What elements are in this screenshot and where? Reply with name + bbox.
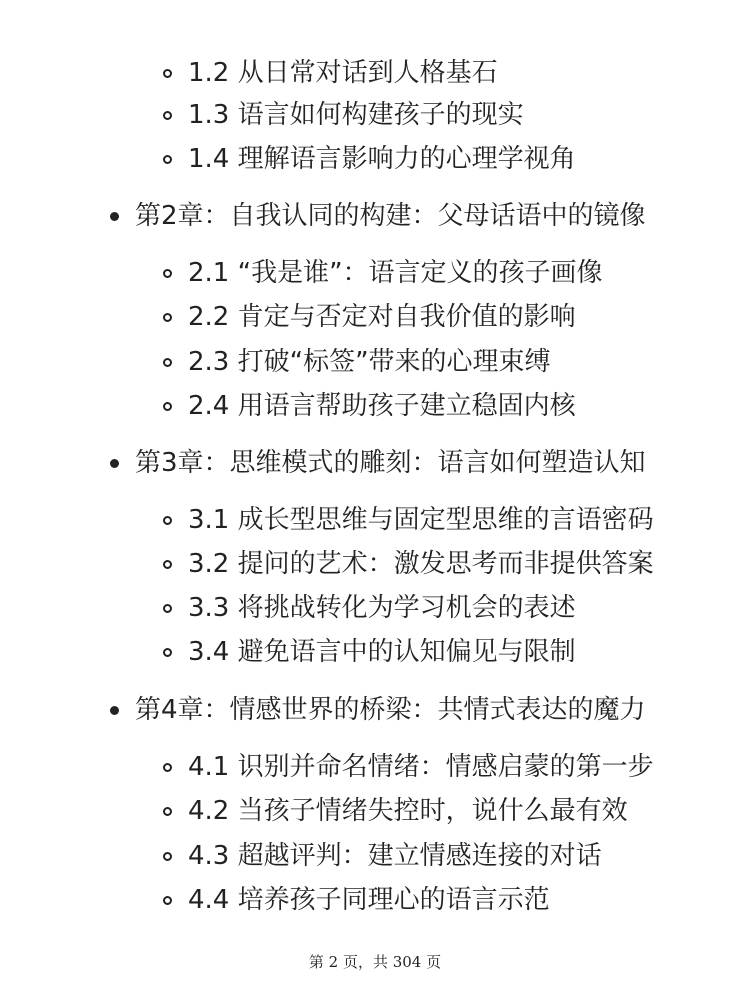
toc-chapter-4[interactable]: [110, 693, 646, 727]
toc-item-label: 2.4 用语言帮助孩子建立稳固内核: [188, 391, 576, 421]
toc-item-3-3[interactable]: [163, 591, 576, 625]
hollow-bullet-icon: [163, 763, 172, 772]
toc-item-3-4[interactable]: [163, 635, 576, 669]
toc-item-label: 4.2 当孩子情绪失控时，说什么最有效: [188, 796, 628, 826]
toc-chapter-title: 第4章：情感世界的桥梁：共情式表达的魔力: [135, 695, 646, 725]
hollow-bullet-icon: [163, 69, 172, 78]
toc-item-label: 3.1 成长型思维与固定型思维的言语密码: [188, 505, 654, 535]
hollow-bullet-icon: [163, 560, 172, 569]
toc-item-2-1[interactable]: [163, 256, 603, 290]
hollow-bullet-icon: [163, 516, 172, 525]
toc-item-label: 4.3 超越评判：建立情感连接的对话: [188, 841, 602, 871]
toc-item-2-3[interactable]: [163, 345, 551, 379]
toc-item-4-3[interactable]: [163, 839, 602, 873]
toc-item-1-4[interactable]: [163, 142, 576, 176]
toc-item-1-3[interactable]: [163, 98, 524, 132]
toc-item-label: 4.1 识别并命名情绪：情感启蒙的第一步: [188, 752, 654, 782]
toc-item-3-1[interactable]: [163, 503, 654, 537]
hollow-bullet-icon: [163, 402, 172, 411]
hollow-bullet-icon: [163, 358, 172, 367]
hollow-bullet-icon: [163, 896, 172, 905]
toc-item-label: 2.3 打破“标签”带来的心理束缚: [188, 347, 551, 377]
toc-item-3-2[interactable]: [163, 547, 654, 581]
toc-chapter-3[interactable]: [110, 446, 646, 480]
toc-item-label: 1.2 从日常对话到人格基石: [188, 58, 498, 88]
toc-item-label: 1.4 理解语言影响力的心理学视角: [188, 144, 576, 174]
toc-item-label: 1.3 语言如何构建孩子的现实: [188, 100, 524, 130]
toc-chapter-title: 第3章：思维模式的雕刻：语言如何塑造认知: [135, 448, 646, 478]
hollow-bullet-icon: [163, 852, 172, 861]
toc-chapter-title: 第2章：自我认同的构建：父母话语中的镜像: [135, 201, 646, 231]
hollow-bullet-icon: [163, 155, 172, 164]
page-number-footer: 第 2 页，共 304 页: [308, 953, 442, 971]
hollow-bullet-icon: [163, 807, 172, 816]
toc-item-label: 4.4 培养孩子同理心的语言示范: [188, 885, 550, 915]
toc-item-label: 3.3 将挑战转化为学习机会的表述: [188, 593, 576, 623]
toc-item-2-4[interactable]: [163, 389, 576, 423]
toc-item-1-2[interactable]: [163, 56, 498, 90]
hollow-bullet-icon: [163, 111, 172, 120]
solid-bullet-icon: [110, 459, 119, 468]
hollow-bullet-icon: [163, 604, 172, 613]
toc-item-label: 3.2 提问的艺术：激发思考而非提供答案: [188, 549, 654, 579]
hollow-bullet-icon: [163, 269, 172, 278]
toc-item-label: 2.2 肯定与否定对自我价值的影响: [188, 302, 576, 332]
toc-item-4-4[interactable]: [163, 883, 550, 917]
solid-bullet-icon: [110, 706, 119, 715]
toc-item-label: 3.4 避免语言中的认知偏见与限制: [188, 637, 576, 667]
hollow-bullet-icon: [163, 648, 172, 657]
hollow-bullet-icon: [163, 313, 172, 322]
toc-chapter-2[interactable]: [110, 199, 646, 233]
toc-item-2-2[interactable]: [163, 300, 576, 334]
toc-item-4-2[interactable]: [163, 794, 628, 828]
toc-item-4-1[interactable]: [163, 750, 654, 784]
toc-item-label: 2.1 “我是谁”：语言定义的孩子画像: [188, 258, 603, 288]
solid-bullet-icon: [110, 212, 119, 221]
